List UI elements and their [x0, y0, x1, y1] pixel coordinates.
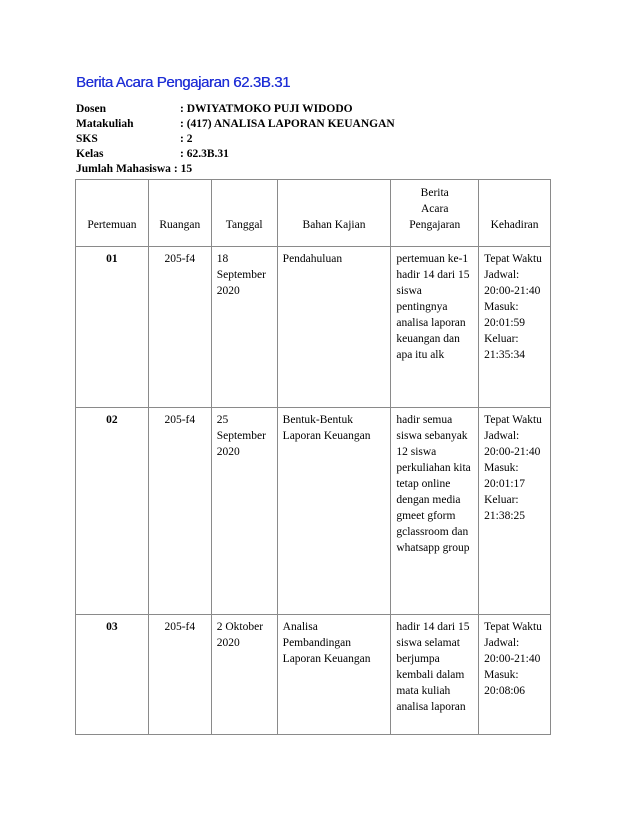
kehadiran-value: Tepat Waktu Jadwal: 20:00-21:40 Masuk: 20:01:59 Keluar: 21:35:34	[484, 253, 542, 361]
cell-kehadiran	[479, 615, 551, 735]
course-info	[76, 102, 395, 177]
pertemuan-number: 03	[106, 621, 118, 633]
ruangan-value: 205-f4	[164, 621, 196, 633]
bahan-value: Pendahuluan	[282, 253, 343, 265]
table-row	[76, 247, 551, 408]
kelas-label: Kelas	[76, 148, 104, 160]
info-row-kelas	[76, 147, 395, 162]
pertemuan-number: 02	[106, 414, 118, 426]
jumlah-label: Jumlah Mahasiswa	[76, 163, 171, 175]
cell-ruangan	[148, 247, 211, 408]
tanggal-value: 25 September 2020	[216, 414, 266, 458]
info-row-sks	[76, 132, 395, 147]
header-berita-acara	[391, 180, 479, 247]
kelas-value: : 62.3B.31	[180, 148, 229, 160]
cell-pertemuan	[76, 247, 149, 408]
cell-tanggal	[211, 247, 277, 408]
ruangan-value: 205-f4	[164, 253, 196, 265]
header-ruangan-label: Ruangan	[159, 219, 201, 231]
sks-value: : 2	[180, 133, 193, 145]
dosen-label: Dosen	[76, 103, 107, 115]
header-tanggal-label: Tanggal	[225, 219, 263, 231]
header-kehadiran	[479, 180, 551, 247]
bahan-value: Analisa Pembandingan Laporan Keuangan	[282, 621, 371, 665]
tanggal-value: 2 Oktober 2020	[216, 621, 264, 649]
cell-berita	[391, 408, 479, 615]
cell-bahan	[277, 408, 391, 615]
page-title: Berita Acara Pengajaran 62.3B.31	[76, 74, 291, 91]
table-row	[76, 615, 551, 735]
cell-pertemuan	[76, 615, 149, 735]
cell-berita	[391, 247, 479, 408]
header-kehadiran-label: Kehadiran	[490, 219, 539, 231]
info-row-jumlah	[76, 162, 395, 177]
bahan-value: Bentuk-Bentuk Laporan Keuangan	[282, 414, 371, 442]
matakuliah-label: Matakuliah	[76, 118, 134, 130]
cell-bahan	[277, 615, 391, 735]
header-pertemuan	[76, 180, 149, 247]
sks-label: SKS	[76, 133, 98, 145]
header-berita-line-3: Pengajaran	[409, 219, 461, 231]
header-ruangan	[148, 180, 211, 247]
header-berita-line-1: Berita	[420, 187, 449, 199]
cell-berita	[391, 615, 479, 735]
berita-value: hadir 14 dari 15 siswa selamat berjumpa kembali dalam mata kuliah analisa laporan	[396, 621, 470, 713]
header-berita-label	[391, 185, 478, 246]
info-row-dosen	[76, 102, 395, 117]
matakuliah-value: : (417) ANALISA LAPORAN KEUANGAN	[180, 118, 395, 130]
table-header-row	[76, 180, 551, 247]
pertemuan-number: 01	[106, 253, 118, 265]
ruangan-value: 205-f4	[164, 414, 196, 426]
cell-ruangan	[148, 408, 211, 615]
attendance-table	[75, 179, 551, 735]
cell-pertemuan	[76, 408, 149, 615]
cell-tanggal	[211, 408, 277, 615]
info-row-matakuliah	[76, 117, 395, 132]
cell-bahan	[277, 247, 391, 408]
cell-kehadiran	[479, 247, 551, 408]
berita-value: hadir semua siswa sebanyak 12 siswa perkuliahan kita tetap online dengan media gmeet gform gclassroom dan whatsapp group	[396, 414, 471, 554]
cell-ruangan	[148, 615, 211, 735]
jumlah-value: : 15	[173, 163, 193, 175]
dosen-value: : DWIYATMOKO PUJI WIDODO	[180, 103, 353, 115]
kehadiran-value: Tepat Waktu Jadwal: 20:00-21:40 Masuk: 20:08:06	[484, 621, 542, 697]
kehadiran-value: Tepat Waktu Jadwal: 20:00-21:40 Masuk: 20:01:17 Keluar: 21:38:25	[484, 414, 542, 522]
tanggal-value: 18 September 2020	[216, 253, 266, 297]
header-tanggal	[211, 180, 277, 247]
cell-kehadiran	[479, 408, 551, 615]
header-bahan-kajian	[277, 180, 391, 247]
header-berita-line-2: Acara	[421, 203, 449, 215]
header-pertemuan-label: Pertemuan	[87, 219, 137, 231]
header-bahan-label: Bahan Kajian	[302, 219, 366, 231]
berita-value: pertemuan ke-1 hadir 14 dari 15 siswa pentingnya analisa laporan keuangan dan apa itu alk	[396, 253, 470, 361]
cell-tanggal	[211, 615, 277, 735]
table-row	[76, 408, 551, 615]
